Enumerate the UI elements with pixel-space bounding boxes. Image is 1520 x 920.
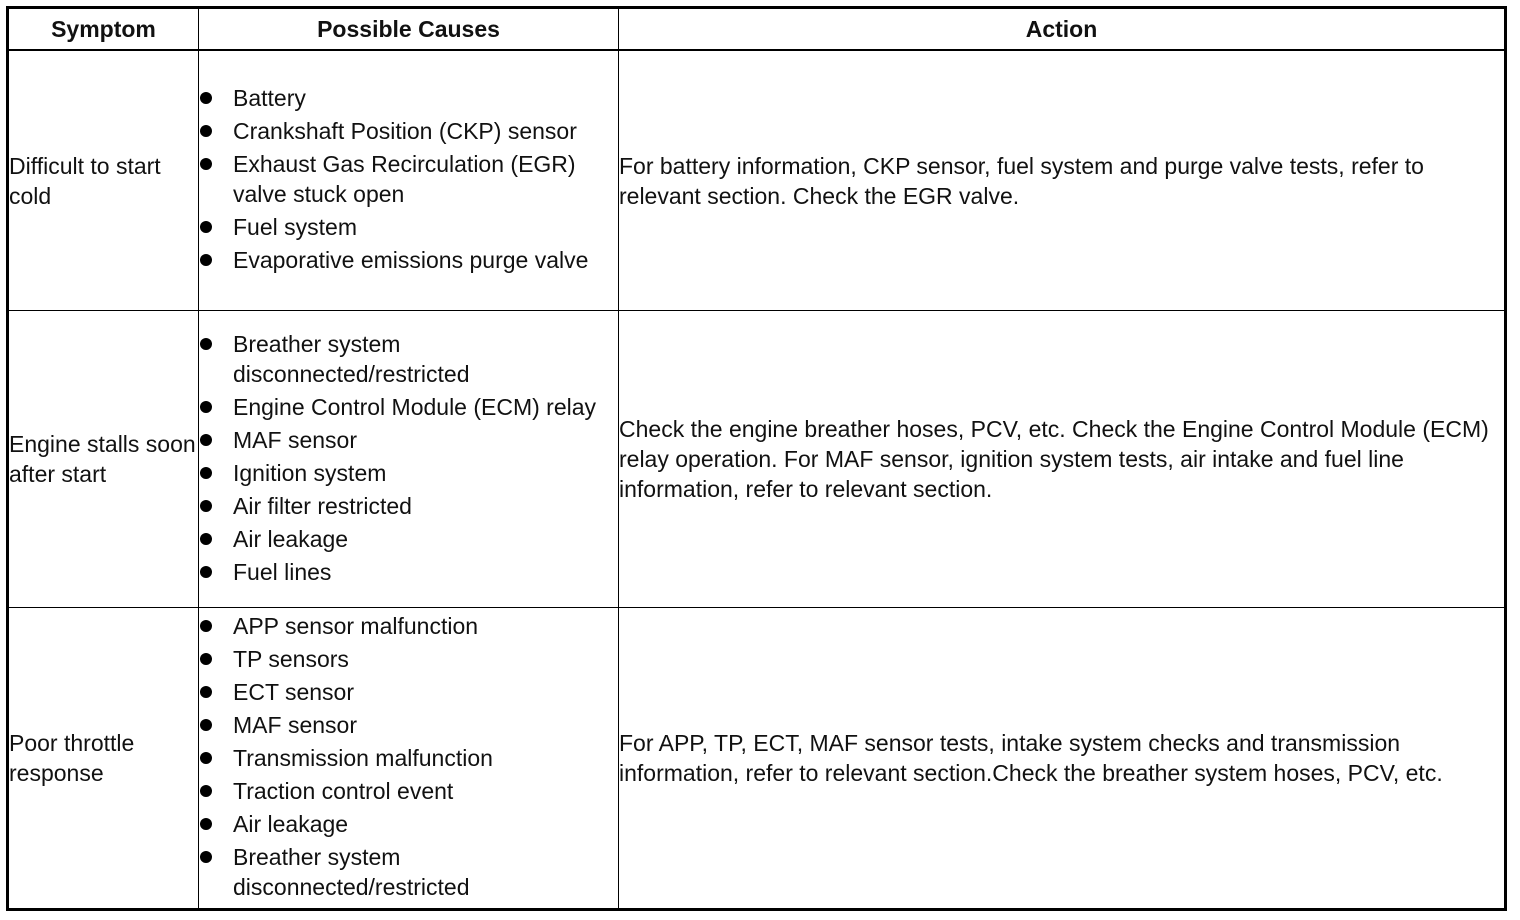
cause-item bbox=[199, 491, 618, 521]
cause-item bbox=[199, 557, 618, 587]
bullet-icon bbox=[200, 566, 212, 578]
cause-text: Evaporative emissions purge valve bbox=[233, 247, 589, 273]
cause-text: ECT sensor bbox=[233, 679, 355, 705]
cause-text: Breather system disconnected/restricted bbox=[233, 844, 470, 900]
symptom-cell: Difficult to start cold bbox=[8, 50, 199, 311]
cause-item bbox=[199, 611, 618, 641]
bullet-icon bbox=[200, 338, 212, 350]
table-row bbox=[8, 50, 1506, 311]
cause-text: Battery bbox=[233, 85, 306, 111]
cause-item bbox=[199, 425, 618, 455]
bullet-icon bbox=[200, 500, 212, 512]
header-action: Action bbox=[619, 8, 1506, 51]
cause-item bbox=[199, 83, 618, 113]
bullet-icon bbox=[200, 533, 212, 545]
cause-item bbox=[199, 149, 618, 209]
bullet-icon bbox=[200, 653, 212, 665]
bullet-icon bbox=[200, 254, 212, 266]
cause-item bbox=[199, 644, 618, 674]
bullet-icon bbox=[200, 620, 212, 632]
action-cell: Check the engine breather hoses, PCV, etc. Check the Engine Control Module (ECM) relay operation. For MAF sensor, ignition system tests, air intake and fuel line information, refer to relevant section. bbox=[619, 311, 1506, 608]
cause-list bbox=[199, 83, 618, 275]
causes-cell bbox=[199, 608, 619, 910]
diagnostic-table bbox=[6, 6, 1507, 911]
bullet-icon bbox=[200, 851, 212, 863]
cause-text: Breather system disconnected/restricted bbox=[233, 330, 470, 387]
cause-item bbox=[199, 212, 618, 242]
bullet-icon bbox=[200, 92, 212, 104]
action-cell: For APP, TP, ECT, MAF sensor tests, intake system checks and transmission information, refer to relevant section.Check the breather system hoses, PCV, etc. bbox=[619, 608, 1506, 910]
bullet-icon bbox=[200, 719, 212, 731]
cause-text: TP sensors bbox=[233, 646, 349, 672]
cause-list bbox=[199, 329, 618, 587]
cause-item bbox=[199, 458, 618, 488]
causes-cell bbox=[199, 311, 619, 608]
cause-item bbox=[199, 743, 618, 773]
table-row bbox=[8, 311, 1506, 608]
cause-text: Crankshaft Position (CKP) sensor bbox=[233, 118, 577, 144]
bullet-icon bbox=[200, 221, 212, 233]
symptom-cell: Engine stalls soon after start bbox=[8, 311, 199, 608]
cause-item bbox=[199, 245, 618, 275]
cause-item bbox=[199, 809, 618, 839]
cause-item bbox=[199, 524, 618, 554]
cause-text: MAF sensor bbox=[233, 712, 357, 738]
action-cell: For battery information, CKP sensor, fuel system and purge valve tests, refer to relevant section. Check the EGR valve. bbox=[619, 50, 1506, 311]
cause-text: Fuel system bbox=[233, 214, 357, 240]
bullet-icon bbox=[200, 158, 212, 170]
cause-item bbox=[199, 776, 618, 806]
bullet-icon bbox=[200, 401, 212, 413]
cause-item bbox=[199, 677, 618, 707]
cause-text: Air filter restricted bbox=[233, 492, 412, 519]
bullet-icon bbox=[200, 785, 212, 797]
header-row bbox=[8, 8, 1506, 51]
cause-text: APP sensor malfunction bbox=[233, 613, 479, 639]
cause-item bbox=[199, 116, 618, 146]
cause-text: Exhaust Gas Recirculation (EGR) valve stuck open bbox=[233, 151, 576, 207]
cause-text: Transmission malfunction bbox=[233, 745, 493, 771]
header-symptom: Symptom bbox=[8, 8, 199, 51]
cause-text: Ignition system bbox=[233, 459, 387, 486]
cause-text: Fuel lines bbox=[233, 558, 332, 585]
table-row bbox=[8, 608, 1506, 910]
bullet-icon bbox=[200, 434, 212, 446]
cause-text: Air leakage bbox=[233, 525, 349, 552]
bullet-icon bbox=[200, 752, 212, 764]
cause-item bbox=[199, 329, 618, 389]
cause-item bbox=[199, 710, 618, 740]
cause-text: MAF sensor bbox=[233, 426, 357, 453]
cause-text: Traction control event bbox=[233, 778, 454, 804]
causes-cell bbox=[199, 50, 619, 311]
cause-text: Engine Control Module (ECM) relay bbox=[233, 393, 597, 420]
cause-item bbox=[199, 842, 618, 902]
header-possible-causes: Possible Causes bbox=[199, 8, 619, 51]
bullet-icon bbox=[200, 125, 212, 137]
bullet-icon bbox=[200, 686, 212, 698]
bullet-icon bbox=[200, 818, 212, 830]
symptom-cell: Poor throttle response bbox=[8, 608, 199, 910]
bullet-icon bbox=[200, 467, 212, 479]
cause-list bbox=[199, 611, 618, 902]
cause-text: Air leakage bbox=[233, 811, 349, 837]
cause-item bbox=[199, 392, 618, 422]
